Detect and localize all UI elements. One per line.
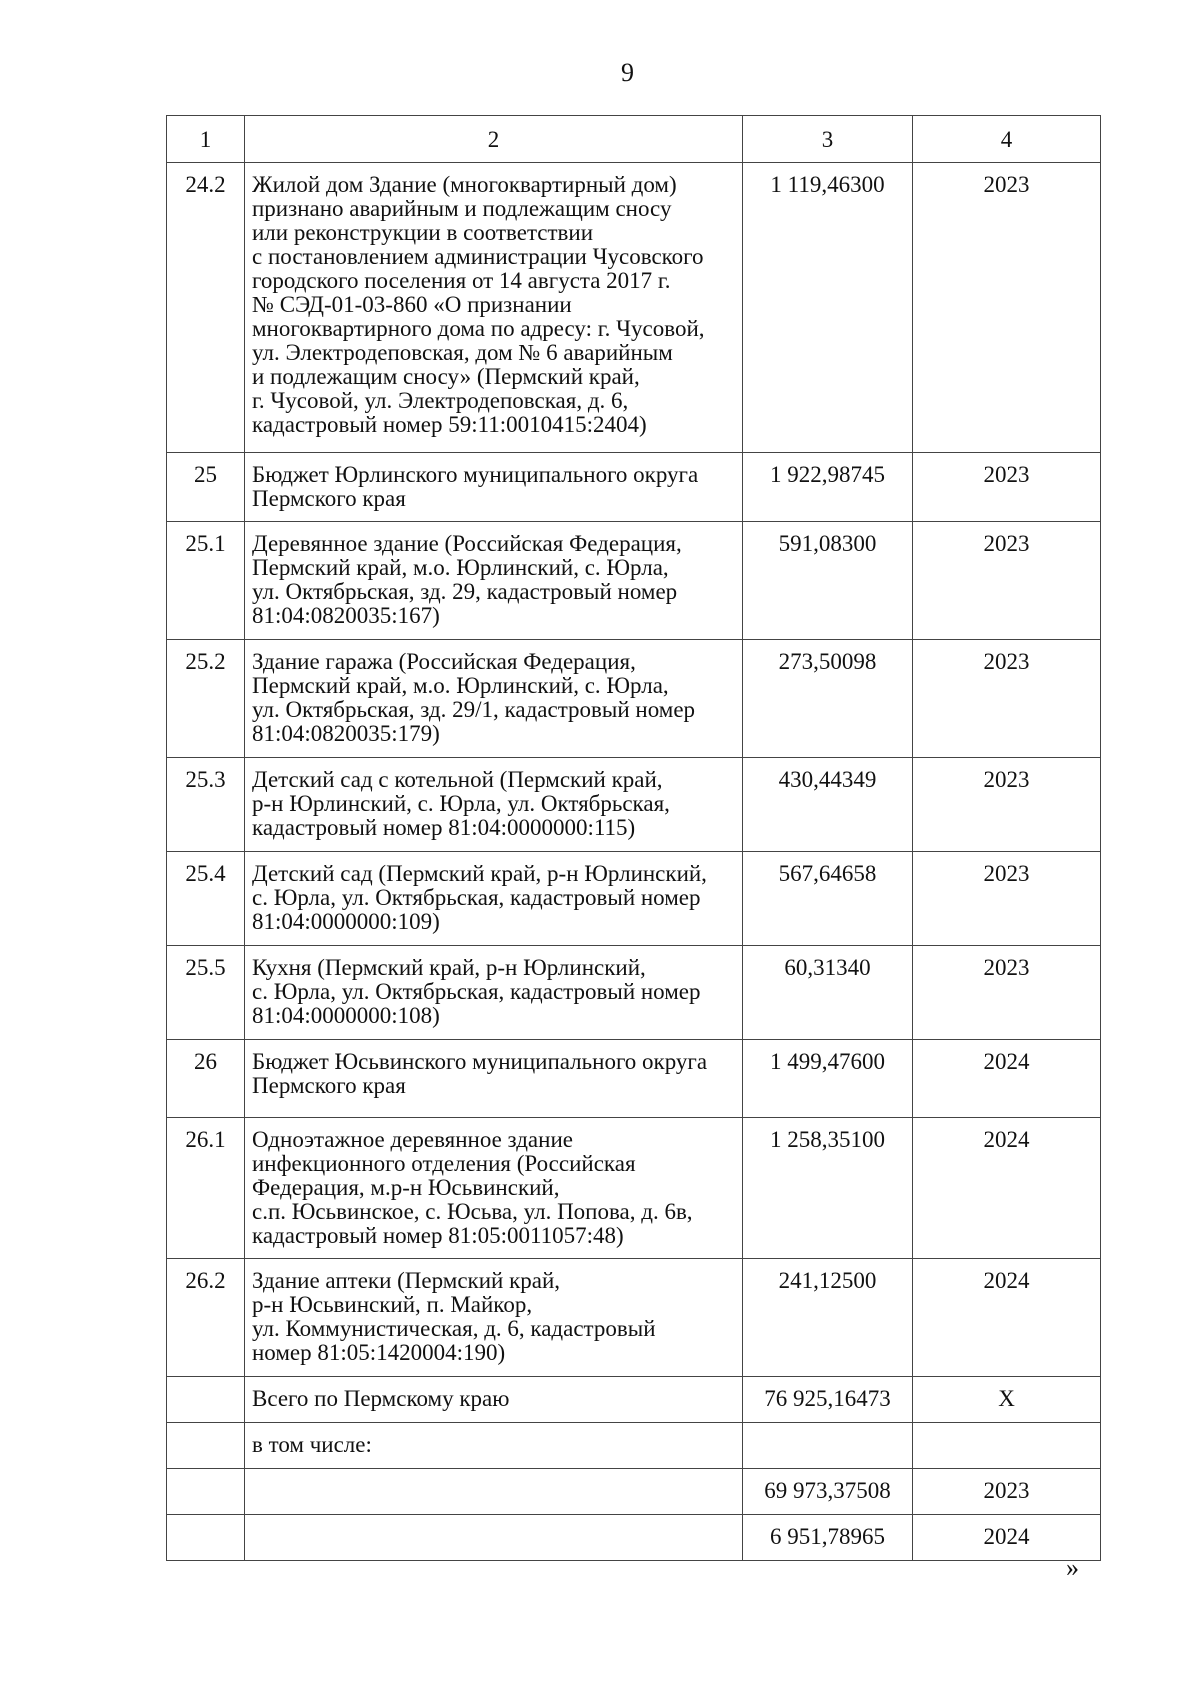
header-cell-3: 3 <box>743 116 913 163</box>
table-row <box>167 1259 1101 1377</box>
table-header-row <box>167 116 1101 163</box>
table-row <box>167 1040 1101 1118</box>
table-row <box>167 1377 1101 1423</box>
row-year-cell: 2023 <box>913 453 1101 522</box>
row-year-cell <box>913 1423 1101 1469</box>
row-description-cell: Здание гаража (Российская Федерация, Пермский край, м.о. Юрлинский, с. Юрла, ул. Октябрьская, зд. 29/1, кадастровый номер 81:04:0820035:179) <box>245 640 743 758</box>
row-description-cell: Детский сад (Пермский край, р-н Юрлинский, с. Юрла, ул. Октябрьская, кадастровый номер 81:04:0000000:109) <box>245 852 743 946</box>
row-number-cell: 26.2 <box>167 1259 245 1377</box>
row-number-cell: 25.2 <box>167 640 245 758</box>
row-description-cell: Бюджет Юрлинского муниципального округа Пермского края <box>245 453 743 522</box>
row-number-cell: 26.1 <box>167 1118 245 1259</box>
row-number-cell <box>167 1377 245 1423</box>
row-description-cell: Жилой дом Здание (многоквартирный дом) признано аварийным и подлежащим сносу или реконструкции в соответствии с постановлением администрации Чусовского городского поселения от 14 августа 2017 г. № СЭД-01-03-860 «О признании многоквартирного дома по адресу: г. Чусовой, ул. Электродеповская, дом № 6 аварийным и подлежащим сносу» (Пермский край, г. Чусовой, ул. Электродеповская, д. 6, кадастровый номер 59:11:0010415:2404) <box>245 163 743 453</box>
row-year-cell: 2024 <box>913 1515 1101 1561</box>
row-year-cell: X <box>913 1377 1101 1423</box>
row-number-cell <box>167 1469 245 1515</box>
row-year-cell: 2023 <box>913 758 1101 852</box>
row-description-cell: в том числе: <box>245 1423 743 1469</box>
row-number-cell: 25.3 <box>167 758 245 852</box>
table-row <box>167 640 1101 758</box>
row-number-cell: 25.5 <box>167 946 245 1040</box>
row-amount-cell <box>743 1423 913 1469</box>
row-description-cell <box>245 1515 743 1561</box>
row-year-cell: 2024 <box>913 1259 1101 1377</box>
header-cell-1: 1 <box>167 116 245 163</box>
row-amount-cell: 69 973,37508 <box>743 1469 913 1515</box>
row-description-cell <box>245 1469 743 1515</box>
row-number-cell: 25.4 <box>167 852 245 946</box>
row-amount-cell: 591,08300 <box>743 522 913 640</box>
row-number-cell: 26 <box>167 1040 245 1118</box>
row-description-cell: Бюджет Юсьвинского муниципального округа Пермского края <box>245 1040 743 1118</box>
budget-table <box>166 115 1101 1561</box>
row-number-cell: 24.2 <box>167 163 245 453</box>
table-row <box>167 453 1101 522</box>
row-amount-cell: 1 258,35100 <box>743 1118 913 1259</box>
table-body <box>167 116 1101 1561</box>
row-year-cell: 2023 <box>913 522 1101 640</box>
row-year-cell: 2023 <box>913 1469 1101 1515</box>
row-amount-cell: 76 925,16473 <box>743 1377 913 1423</box>
row-year-cell: 2024 <box>913 1118 1101 1259</box>
row-description-cell: Всего по Пермскому краю <box>245 1377 743 1423</box>
row-description-cell: Здание аптеки (Пермский край, р-н Юсьвинский, п. Майкор, ул. Коммунистическая, д. 6, кадастровый номер 81:05:1420004:190) <box>245 1259 743 1377</box>
header-cell-4: 4 <box>913 116 1101 163</box>
row-number-cell <box>167 1423 245 1469</box>
table-row <box>167 1469 1101 1515</box>
row-number-cell <box>167 1515 245 1561</box>
table-row <box>167 946 1101 1040</box>
row-amount-cell: 1 119,46300 <box>743 163 913 453</box>
table-row <box>167 758 1101 852</box>
row-number-cell: 25.1 <box>167 522 245 640</box>
row-description-cell: Одноэтажное деревянное здание инфекционного отделения (Российская Федерация, м.р-н Юсьвинский, с.п. Юсьвинское, с. Юсьва, ул. Попова, д. 6в, кадастровый номер 81:05:0011057:48) <box>245 1118 743 1259</box>
table-row <box>167 1118 1101 1259</box>
row-amount-cell: 567,64658 <box>743 852 913 946</box>
page-number: 9 <box>621 58 634 87</box>
closing-quote-mark: » <box>1066 1553 1079 1582</box>
row-year-cell: 2023 <box>913 640 1101 758</box>
row-description-cell: Деревянное здание (Российская Федерация, Пермский край, м.о. Юрлинский, с. Юрла, ул. Октябрьская, зд. 29, кадастровый номер 81:04:0820035:167) <box>245 522 743 640</box>
row-year-cell: 2023 <box>913 852 1101 946</box>
row-amount-cell: 1 922,98745 <box>743 453 913 522</box>
row-year-cell: 2023 <box>913 163 1101 453</box>
row-number-cell: 25 <box>167 453 245 522</box>
table-row <box>167 1423 1101 1469</box>
row-year-cell: 2023 <box>913 946 1101 1040</box>
header-cell-2: 2 <box>245 116 743 163</box>
row-description-cell: Детский сад с котельной (Пермский край, р-н Юрлинский, с. Юрла, ул. Октябрьская, кадастровый номер 81:04:0000000:115) <box>245 758 743 852</box>
table-row <box>167 522 1101 640</box>
row-amount-cell: 273,50098 <box>743 640 913 758</box>
row-description-cell: Кухня (Пермский край, р-н Юрлинский, с. Юрла, ул. Октябрьская, кадастровый номер 81:04:0000000:108) <box>245 946 743 1040</box>
row-amount-cell: 6 951,78965 <box>743 1515 913 1561</box>
table-row <box>167 1515 1101 1561</box>
row-amount-cell: 430,44349 <box>743 758 913 852</box>
table-row <box>167 852 1101 946</box>
row-year-cell: 2024 <box>913 1040 1101 1118</box>
row-amount-cell: 1 499,47600 <box>743 1040 913 1118</box>
row-amount-cell: 241,12500 <box>743 1259 913 1377</box>
row-amount-cell: 60,31340 <box>743 946 913 1040</box>
table-row <box>167 163 1101 453</box>
